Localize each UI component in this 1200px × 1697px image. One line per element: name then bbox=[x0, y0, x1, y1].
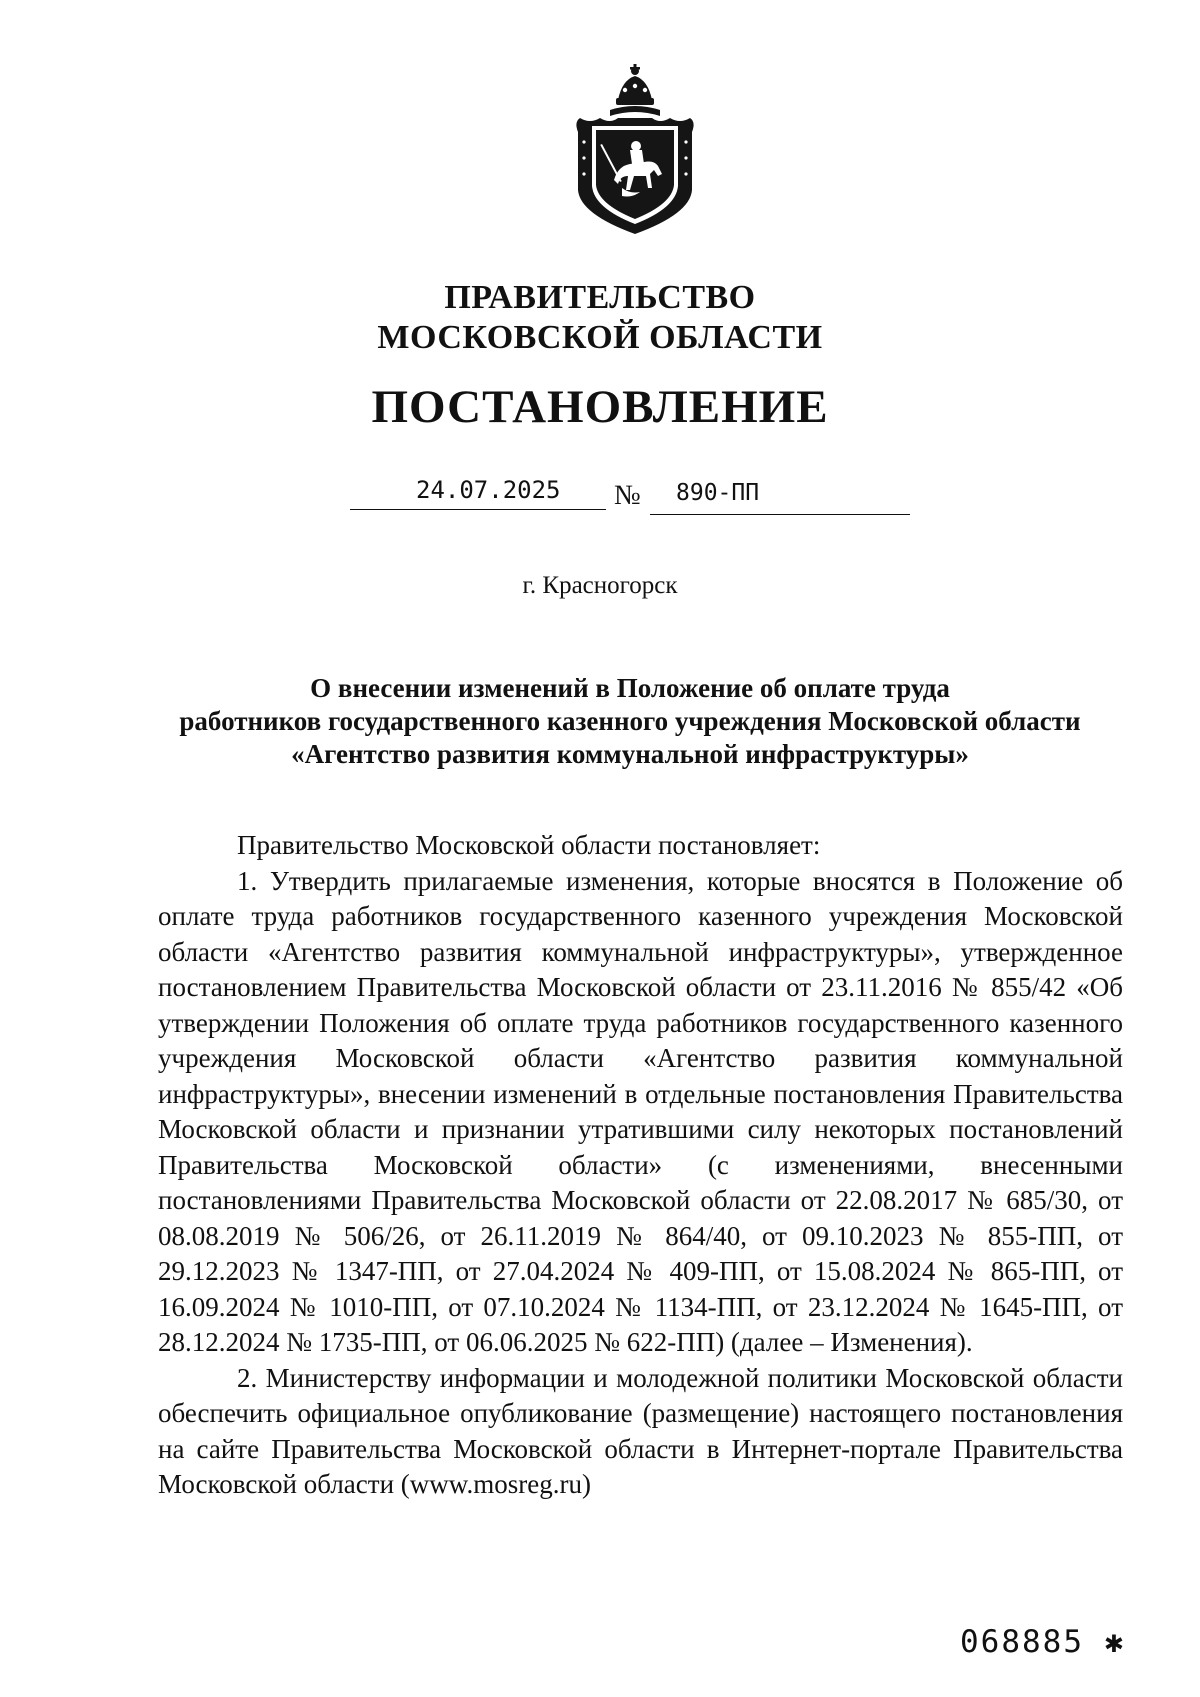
coat-of-arms-icon bbox=[570, 62, 700, 238]
title-line-2: работников государственного казенного учреждения Московской области bbox=[179, 706, 1081, 736]
title-line-1: О внесении изменений в Положение об оплате труда bbox=[310, 673, 950, 703]
org-line-2: МОСКОВСКОЙ ОБЛАСТИ bbox=[377, 319, 823, 356]
city: г. Красногорск bbox=[522, 572, 678, 599]
paragraph-item-1: 1. Утвердить прилагаемые изменения, которые вносятся в Положение об оплате труда работников государственного казенного учреждения Московской области «Агентство развития коммунальной инфраструктуры», утвержденное постановлением Правительства Московской области от 23.11.2016 № 855/42 «Об утверждении Положения об оплате труда работников государственного казенного учреждения Московской области «Агентство развития коммунальной инфраструктуры», внесении изменений в отдельные постановления Правительства Московской области и признании утратившими силу некоторых постановлений Правительства Московской области» (с изменениями, внесенными постановлениями Правительства Московской области от 22.08.2017 № 685/30, от 08.08.2019 № 506/26, от 26.11.2019 № 864/40, от 09.10.2023 № 855-ПП, от 29.12.2023 № 1347-ПП, от 27.04.2024 № 409-ПП, от 15.08.2024 № 865-ПП, от 16.09.2024 № 1010-ПП, от 07.10.2024 № 1134-ПП, от 23.12.2024 № 1645-ПП, от 28.12.2024 № 1735-ПП, от 06.06.2025 № 622-ПП) (далее – Изменения). bbox=[158, 865, 1123, 1357]
org-line-1: ПРАВИТЕЛЬСТВО bbox=[444, 279, 756, 316]
organization-name bbox=[0, 278, 1200, 358]
document-title bbox=[150, 672, 1110, 771]
document-type: ПОСТАНОВЛЕНИЕ bbox=[371, 381, 829, 433]
date-number-row bbox=[0, 476, 1200, 516]
document-date: 24.07.2025 bbox=[416, 476, 561, 504]
document-body bbox=[158, 828, 1123, 1503]
paragraph-item-2: 2. Министерству информации и молодежной политики Московской области обеспечить официальное опубликование (размещение) настоящего постановления на сайте Правительства Московской области в Интернет-портале Правительства Московской области (www.mosreg.ru) bbox=[158, 1362, 1123, 1499]
number-underline bbox=[650, 514, 910, 515]
document-number: 890-ПП bbox=[676, 480, 760, 506]
serial-number: 068885 ✱ bbox=[960, 1624, 1126, 1660]
intro-paragraph: Правительство Московской области постановляет: bbox=[237, 830, 821, 860]
date-underline bbox=[350, 509, 606, 510]
title-line-3: «Агентство развития коммунальной инфраструктуры» bbox=[291, 739, 969, 769]
number-sign: № bbox=[614, 480, 641, 511]
